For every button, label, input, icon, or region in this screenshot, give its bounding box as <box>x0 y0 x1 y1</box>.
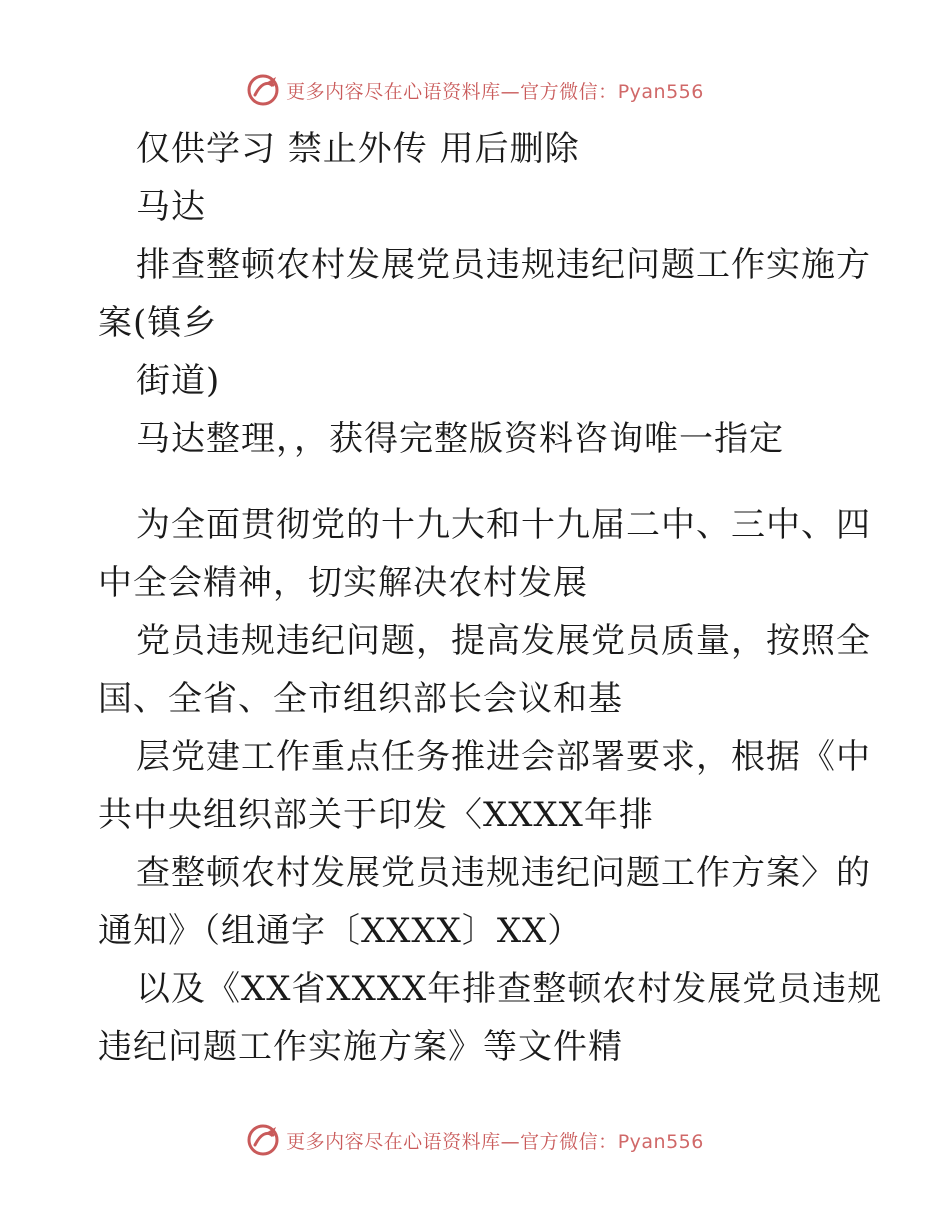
brand-logo-icon <box>246 1123 280 1157</box>
document-body-line: 共中央组织部关于印发〈XXXX年排 <box>98 795 654 835</box>
document-body-line: 违纪问题工作实施方案》等文件精 <box>98 1027 623 1067</box>
document-body-line: 层党建工作重点任务推进会部署要求，根据《中 <box>136 737 871 777</box>
document-body-line: 查整顿农村发展党员违规违纪问题工作方案〉的 <box>136 853 871 893</box>
watermark-text: 更多内容尽在心语资料库—官方微信：Pyan556 <box>286 80 704 103</box>
watermark-text: 更多内容尽在心语资料库—官方微信：Pyan556 <box>286 1130 704 1153</box>
document-author-line: 马达 <box>136 187 206 227</box>
document-title-line: 排查整顿农村发展党员违规违纪问题工作实施方 <box>136 245 871 285</box>
document-body-line: 国、全省、全市组织部长会议和基 <box>98 679 623 719</box>
document-body-line: 党员违规违纪问题，提高发展党员质量，按照全 <box>136 621 871 661</box>
document-body-line: 中全会精神，切实解决农村发展 <box>98 563 588 603</box>
document-body <box>98 120 883 1076</box>
brand-logo-icon <box>246 73 280 107</box>
watermark-banner-top <box>0 70 950 110</box>
document-body-line: 为全面贯彻党的十九大和十九届二中、三中、四 <box>136 505 871 545</box>
document-source-line: 马达整理，，获得完整版资料咨询唯一指定 <box>136 419 784 459</box>
document-body-line: 以及《XX省XXXX年排查整顿农村发展党员违规 <box>136 969 883 1009</box>
document-body-line: 通知》（组通字〔XXXX〕XX） <box>98 911 583 951</box>
document-title-line: 案(镇乡 <box>98 303 218 343</box>
paragraph-gap <box>98 468 858 496</box>
document-notice-line: 仅供学习 禁止外传 用后删除 <box>136 129 580 169</box>
document-title-line: 街道) <box>136 361 221 401</box>
watermark-banner-bottom <box>0 1120 950 1160</box>
